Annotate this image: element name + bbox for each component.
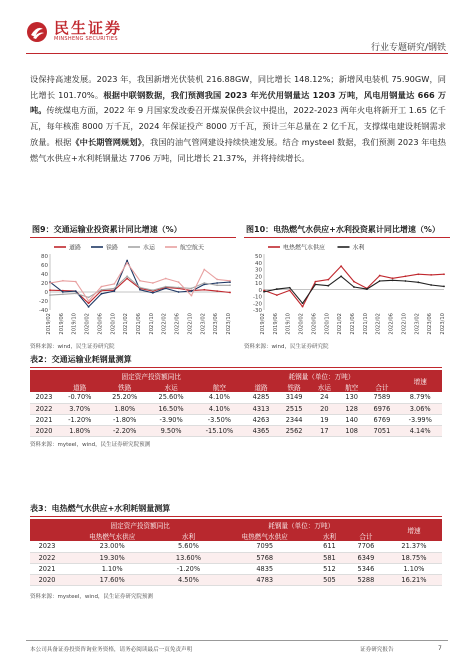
data-point <box>62 293 64 295</box>
table-cell: 2021 <box>30 414 58 425</box>
table-cell: -2.20% <box>102 425 148 436</box>
table-cell: 128 <box>338 403 365 414</box>
para-s3: 传统煤电方面，2022 年 9 月国家发改委召开煤炭保供会议中提出，2022-2023 两年火电将新开工 1.65 亿千瓦，每年核准 8000 万千瓦，2024 年保证投产 8000 万千瓦，预计三年总量在 2 亿千瓦，支撑煤电建设耗钢需求放量。根据 <box>30 105 446 147</box>
table-cell: 2344 <box>278 414 311 425</box>
data-point <box>405 275 407 277</box>
fig10-chart <box>244 240 450 340</box>
data-point <box>203 282 205 284</box>
table-cell: 2020 <box>30 425 58 436</box>
table-cell: 4835 <box>216 563 312 574</box>
series-line <box>50 263 230 301</box>
table3-group1: 固定资产投资额同比 <box>64 519 216 530</box>
table-cell: 130 <box>338 392 365 403</box>
table3-title: 表3：电热燃气水供应+水利耗钢量测算 <box>30 503 442 517</box>
data-point <box>165 286 167 288</box>
data-point <box>379 275 381 277</box>
y-tick-label: 20 <box>41 281 48 287</box>
table3-subheader: 电热燃气水供应 <box>216 530 312 541</box>
table-cell: 18.75% <box>386 552 442 563</box>
data-point <box>443 273 445 275</box>
table-cell: 2023 <box>30 541 64 552</box>
data-point <box>191 288 193 290</box>
table-row <box>30 392 442 403</box>
table-cell: 4.14% <box>398 425 442 436</box>
table-cell: -0.70% <box>58 392 102 403</box>
table-cell: 2022 <box>30 552 64 563</box>
data-point <box>178 281 180 283</box>
table-cell: 5.60% <box>160 541 216 552</box>
y-tick-label: 0 <box>44 290 48 296</box>
y-tick-label: -20 <box>253 301 262 308</box>
table-cell: 21.37% <box>386 541 442 552</box>
data-point <box>302 302 304 304</box>
table-cell: 4.50% <box>160 574 216 585</box>
x-tick-label: 2020/02 <box>84 313 91 335</box>
data-point <box>340 275 342 277</box>
data-point <box>327 285 329 287</box>
table-cell: 4263 <box>245 414 278 425</box>
data-point <box>49 282 51 284</box>
data-point <box>216 279 218 281</box>
x-tick-label: 2021/10 <box>148 313 155 335</box>
footer-label: 证券研究报告 <box>360 647 394 653</box>
data-point <box>263 291 265 293</box>
data-point <box>88 300 90 302</box>
table-cell: 4.10% <box>194 403 244 414</box>
y-tick-label: 30 <box>255 267 262 274</box>
x-tick-label: 2022/10 <box>187 313 194 335</box>
data-point <box>88 297 90 299</box>
data-point <box>101 289 103 291</box>
table-cell: -3.99% <box>398 414 442 425</box>
table-cell: 17.60% <box>64 574 160 585</box>
data-point <box>49 289 51 291</box>
table-row <box>30 414 442 425</box>
table-cell: 108 <box>338 425 365 436</box>
legend-label: 水利 <box>352 244 365 252</box>
table-cell: 24 <box>311 392 338 403</box>
table-row <box>30 403 442 414</box>
legend-label: 航空航天 <box>180 244 205 252</box>
data-point <box>49 294 51 296</box>
data-point <box>276 294 278 296</box>
y-tick-label: -40 <box>39 308 48 314</box>
data-point <box>315 283 317 285</box>
fig9-title: 图9：交通运输业投资累计同比增速（%） <box>30 224 236 238</box>
data-point <box>392 277 394 279</box>
table2-subheader: 道路 <box>245 381 278 392</box>
data-point <box>75 281 77 283</box>
figure-10 <box>244 224 450 350</box>
table-row <box>30 574 442 585</box>
data-point <box>203 269 205 271</box>
x-tick-label: 2020/06 <box>97 313 104 335</box>
table-cell: 4.10% <box>194 392 244 403</box>
table-cell: 1.10% <box>386 563 442 574</box>
data-point <box>430 274 432 276</box>
table-cell: 4285 <box>245 392 278 403</box>
table2-subheader: 铁路 <box>102 381 148 392</box>
x-tick-label: 2021/02 <box>123 313 130 335</box>
data-point <box>315 281 317 283</box>
y-tick-label: -20 <box>39 299 48 305</box>
y-tick-label: 10 <box>255 281 262 287</box>
data-point <box>191 295 193 297</box>
x-tick-label: 2019/06 <box>58 313 65 335</box>
data-point <box>229 292 231 294</box>
table3-subheader: 合计 <box>346 530 386 541</box>
table3-year-header <box>30 519 64 541</box>
figure-9 <box>30 224 236 350</box>
table-cell: -15.10% <box>194 425 244 436</box>
legend-label: 水运 <box>143 244 156 252</box>
table-cell: 6349 <box>346 552 386 563</box>
table-cell: 2515 <box>278 403 311 414</box>
x-tick-label: 2022/10 <box>401 313 408 335</box>
table2-growth-header: 增速 <box>398 370 442 392</box>
table-cell: -1.20% <box>58 414 102 425</box>
footer-disclaimer: 本公司具备证券投资咨询业务资格，请务必阅读最后一页免责声明 <box>30 647 193 653</box>
table2-subheader: 道路 <box>58 381 102 392</box>
data-point <box>126 278 128 280</box>
table-cell: 505 <box>313 574 346 585</box>
y-tick-label: 0 <box>258 287 262 294</box>
data-point <box>152 292 154 294</box>
data-point <box>126 262 128 264</box>
x-tick-label: 2019/10 <box>285 313 292 335</box>
logo-cn: 民生证券 <box>54 19 123 37</box>
table-cell: 3.06% <box>398 403 442 414</box>
table-cell: 4783 <box>216 574 312 585</box>
table2-subheader: 水运 <box>311 381 338 392</box>
data-point <box>340 265 342 267</box>
data-point <box>353 281 355 283</box>
table-cell: -1.20% <box>160 563 216 574</box>
data-point <box>405 280 407 282</box>
body-paragraph <box>30 72 446 166</box>
x-tick-label: 2020/10 <box>324 313 331 335</box>
table-cell: 8.79% <box>398 392 442 403</box>
legend-label: 铁路 <box>106 244 119 252</box>
x-tick-label: 2022/06 <box>388 313 395 335</box>
data-point <box>113 283 115 285</box>
table-cell: 16.21% <box>386 574 442 585</box>
table-cell: 17 <box>311 425 338 436</box>
data-point <box>113 290 115 292</box>
series-line <box>50 279 230 304</box>
x-tick-label: 2019/02 <box>260 313 266 335</box>
data-point <box>126 260 128 262</box>
y-tick-label: 20 <box>255 274 262 281</box>
page-header <box>0 0 474 58</box>
data-point <box>276 288 278 290</box>
data-point <box>75 290 77 292</box>
para-s4: 《中长期管网规划》 <box>71 136 142 147</box>
table-row <box>30 541 442 552</box>
y-tick-label: 50 <box>255 254 262 260</box>
x-tick-label: 2022/06 <box>174 313 181 335</box>
table-row <box>30 563 442 574</box>
table3 <box>30 519 442 586</box>
x-tick-label: 2020/06 <box>311 313 318 335</box>
data-point <box>139 289 141 291</box>
data-point <box>75 292 77 294</box>
data-point <box>62 291 64 293</box>
table3-subheader: 电热燃气水供应 <box>64 530 160 541</box>
x-tick-label: 2019/02 <box>46 313 52 335</box>
table-cell: 19 <box>311 414 338 425</box>
table2-subheader: 水运 <box>148 381 194 392</box>
table3-subheader: 水利 <box>160 530 216 541</box>
x-tick-label: 2019/10 <box>71 313 78 335</box>
x-tick-label: 2021/10 <box>362 313 369 335</box>
data-point <box>443 285 445 287</box>
table-cell: 13.60% <box>160 552 216 563</box>
data-point <box>216 284 218 286</box>
data-point <box>229 280 231 282</box>
table-cell: 6769 <box>365 414 398 425</box>
y-tick-label: 40 <box>41 272 48 278</box>
data-point <box>379 280 381 282</box>
para-s2: 根据中联钢数据，我们预测我国 2023 年光伏用钢量达 1203 万吨，风电用钢量达 666 万吨。 <box>30 89 447 116</box>
x-tick-label: 2020/02 <box>298 313 305 335</box>
report-category: 行业专题研究/钢铁 <box>370 43 446 53</box>
data-point <box>191 290 193 292</box>
table-cell: 6976 <box>365 403 398 414</box>
table-cell: 9.50% <box>148 425 194 436</box>
x-tick-label: 2022/02 <box>375 313 382 335</box>
table-cell: -3.50% <box>194 414 244 425</box>
para-s5: ，我国的油气管网建设持续快速发展。结合 mysteel 数据，我们预测 2023 年电热燃气水供应+水利耗钢量达 7706 万吨，同比增长 21.37%，并将持续增长。 <box>30 136 446 163</box>
data-point <box>165 288 167 290</box>
table3-source: 资料来源：mysteel，wind，民生证券研究院预测 <box>30 594 153 600</box>
x-tick-label: 2022/02 <box>161 313 168 335</box>
fig10-title: 图10：电热燃气水供应+水利投资累计同比增速（%） <box>244 224 450 238</box>
data-point <box>152 282 154 284</box>
table-cell: 2022 <box>30 403 58 414</box>
table-cell: 1.80% <box>102 403 148 414</box>
table-cell: 5768 <box>216 552 312 563</box>
x-tick-label: 2023/02 <box>200 313 207 335</box>
data-point <box>392 279 394 281</box>
table-cell: 2023 <box>30 392 58 403</box>
header-divider <box>26 53 448 54</box>
fig9-source: 资料来源：wind，民生证券研究院 <box>30 344 115 350</box>
data-point <box>178 287 180 289</box>
table2-subheader: 航空 <box>338 381 365 392</box>
data-point <box>88 306 90 308</box>
table-cell: 20 <box>311 403 338 414</box>
data-point <box>113 288 115 290</box>
table-row <box>30 425 442 436</box>
table-cell: 7706 <box>346 541 386 552</box>
table-cell: 5288 <box>346 574 386 585</box>
y-tick-label: 80 <box>41 254 48 260</box>
y-tick-label: 60 <box>41 263 48 269</box>
table-cell: 23.00% <box>64 541 160 552</box>
table3-growth-header: 增速 <box>386 519 442 541</box>
x-tick-label: 2020/10 <box>110 313 117 335</box>
data-point <box>152 289 154 291</box>
table-row <box>30 552 442 563</box>
table2-group1: 固定资产投资额同比 <box>58 370 245 381</box>
data-point <box>289 287 291 289</box>
data-point <box>289 290 291 292</box>
table-cell: 2562 <box>278 425 311 436</box>
data-point <box>139 287 141 289</box>
x-tick-label: 2023/06 <box>427 313 434 335</box>
fig10-source: 资料来源：wind，民生证券研究院 <box>244 344 329 350</box>
table-cell: 581 <box>313 552 346 563</box>
table-cell: 1.80% <box>58 425 102 436</box>
data-point <box>366 288 368 290</box>
table-cell: 1.10% <box>64 563 160 574</box>
data-point <box>62 280 64 282</box>
table2-group2: 耗钢量（单位：万吨） <box>245 370 399 381</box>
table-cell: 7589 <box>365 392 398 403</box>
table2-year-header <box>30 370 58 392</box>
table2-subheader: 合计 <box>365 381 398 392</box>
data-point <box>353 286 355 288</box>
table-cell: 5346 <box>346 563 386 574</box>
y-tick-label: -30 <box>253 308 262 314</box>
table2-source: 资料来源：myteel，wind，民生证券研究院预测 <box>30 442 151 448</box>
table3-subheader: 水利 <box>313 530 346 541</box>
para-s1: 设保持高速发展。2023 年，我国新增光伏装机 216.88GW，同比增长 148.12%；新增风电装机 75.90GW，同比增长 101.70%。 <box>30 74 446 100</box>
x-tick-label: 2021/02 <box>337 313 344 335</box>
logo <box>26 20 122 43</box>
data-point <box>229 284 231 286</box>
table-cell: 140 <box>338 414 365 425</box>
table-cell: 7051 <box>365 425 398 436</box>
data-point <box>101 293 103 295</box>
data-point <box>417 273 419 275</box>
data-point <box>178 291 180 293</box>
x-tick-label: 2023/02 <box>414 313 421 335</box>
data-point <box>417 281 419 283</box>
data-point <box>88 302 90 304</box>
table-cell: 19.30% <box>64 552 160 563</box>
fig9-chart <box>30 240 236 340</box>
table-cell: 2020 <box>30 574 64 585</box>
x-tick-label: 2021/06 <box>136 313 142 335</box>
data-point <box>126 275 128 277</box>
table3-group2: 耗钢量（单位：万吨） <box>216 519 385 530</box>
table2-title: 表2：交通运输业耗钢量测算 <box>30 354 442 368</box>
page-number: 7 <box>438 645 442 652</box>
y-tick-label: 40 <box>255 260 262 267</box>
table-cell: -3.90% <box>148 414 194 425</box>
table-cell: 4313 <box>245 403 278 414</box>
logo-en: MINSHENG SECURITIES <box>54 36 118 42</box>
minsheng-logo-icon <box>26 21 48 43</box>
legend-label: 电热燃气水供应 <box>283 244 326 252</box>
table-cell: 512 <box>313 563 346 574</box>
table-cell: 3.70% <box>58 403 102 414</box>
table-cell: 3149 <box>278 392 311 403</box>
data-point <box>101 286 103 288</box>
footer-divider <box>26 640 448 641</box>
table2-subheader: 航空 <box>194 381 244 392</box>
table-cell: 7095 <box>216 541 312 552</box>
data-point <box>216 290 218 292</box>
data-point <box>430 284 432 286</box>
table2 <box>30 370 442 437</box>
data-point <box>203 289 205 291</box>
y-tick-label: -10 <box>253 294 262 301</box>
x-tick-label: 2023/10 <box>440 313 446 335</box>
x-tick-label: 2023/06 <box>213 313 220 335</box>
table-cell: 25.60% <box>148 392 194 403</box>
table-cell: 4365 <box>245 425 278 436</box>
data-point <box>302 306 304 308</box>
x-tick-label: 2019/06 <box>272 313 279 335</box>
table-cell: 16.50% <box>148 403 194 414</box>
data-point <box>139 280 141 282</box>
table-cell: 2021 <box>30 563 64 574</box>
data-point <box>327 279 329 281</box>
legend-label: 道路 <box>69 244 82 252</box>
x-tick-label: 2021/06 <box>350 313 356 335</box>
table2-subheader: 铁路 <box>278 381 311 392</box>
table-cell: 611 <box>313 541 346 552</box>
data-point <box>165 278 167 280</box>
table-cell: -1.80% <box>102 414 148 425</box>
x-tick-label: 2023/10 <box>226 313 232 335</box>
data-point <box>216 282 218 284</box>
table-cell: 25.20% <box>102 392 148 403</box>
